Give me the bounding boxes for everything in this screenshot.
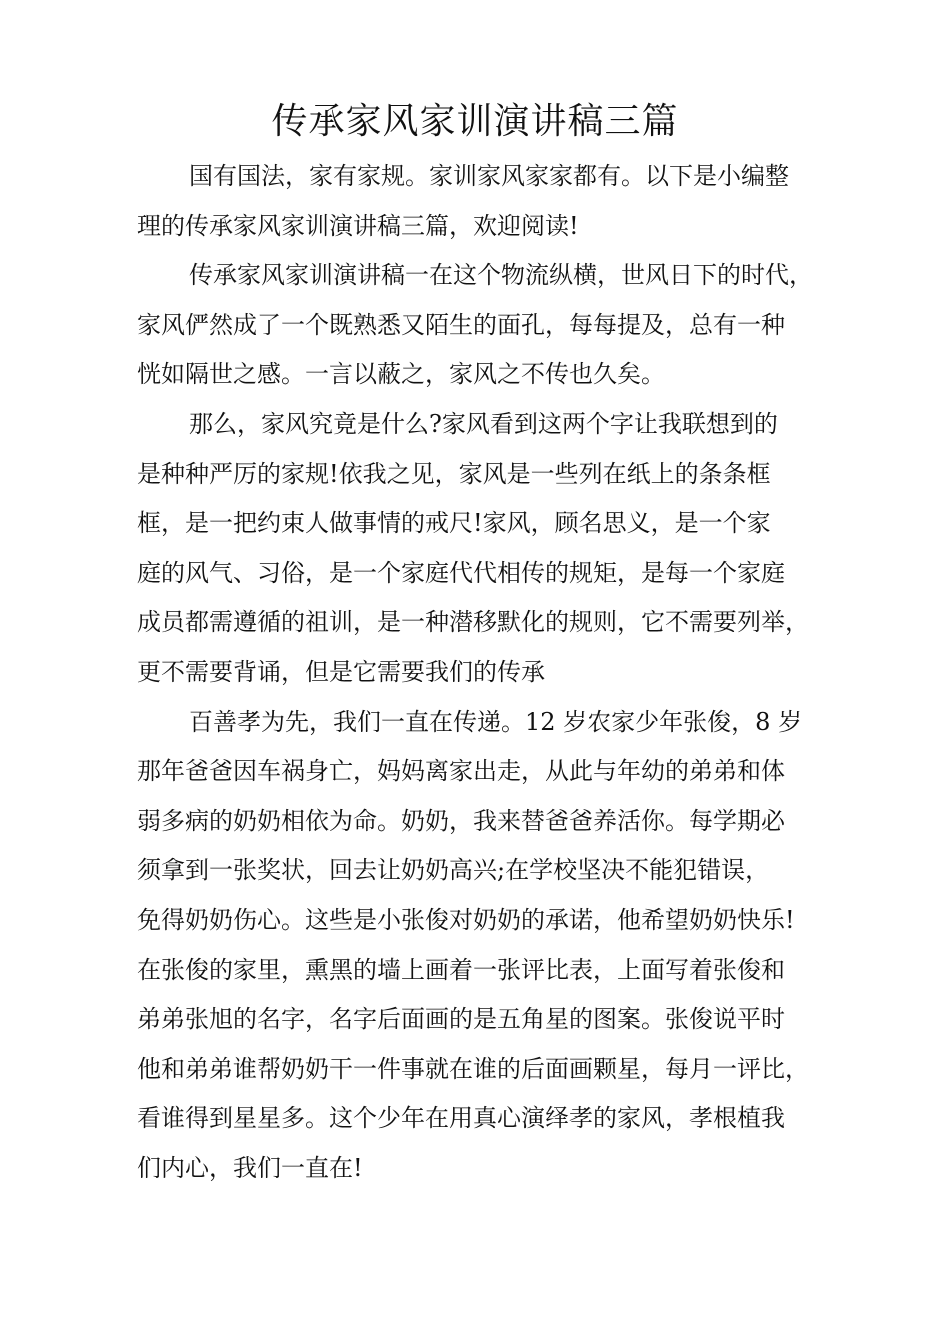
document-title: 传承家风家训演讲稿三篇	[271, 101, 679, 142]
text-line: 理的传承家风家训演讲稿三篇，欢迎阅读!	[137, 211, 579, 240]
text-line: 成员都需遵循的祖训，是一种潜移默化的规则，它不需要列举，	[137, 608, 809, 637]
text-line: 框，是一把约束人做事情的戒尺!家风，顾名思义，是一个家	[137, 509, 771, 538]
text-line: 免得奶奶伤心。这些是小张俊对奶奶的承诺，他希望奶奶快乐!	[137, 905, 795, 934]
text-line: 庭的风气、习俗，是一个家庭代代相传的规矩，是每一个家庭	[137, 558, 785, 587]
document-body	[137, 152, 837, 1193]
text-line: 弟弟张旭的名字，名字后面画的是五角星的图案。张俊说平时	[137, 1005, 785, 1034]
text-line: 恍如隔世之感。一言以蔽之，家风之不传也久矣。	[137, 360, 665, 389]
text-line: 是种种严厉的家规!依我之见，家风是一些列在纸上的条条框	[137, 459, 771, 488]
text-line: 更不需要背诵，但是它需要我们的传承	[137, 657, 545, 686]
text-line: 家风俨然成了一个既熟悉又陌生的面孔，每每提及，总有一种	[137, 310, 785, 339]
paragraph-intro	[137, 152, 837, 251]
text-line: 国有国法，家有家规。家训家风家家都有。以下是小编整	[189, 162, 789, 190]
text-line: 须拿到一张奖状，回去让奶奶高兴;在学校坚决不能犯错误，	[137, 856, 770, 885]
text-line: 在张俊的家里，熏黑的墙上画着一张评比表，上面写着张俊和	[137, 955, 785, 984]
paragraph-speech-one	[137, 251, 837, 400]
text-line: 弱多病的奶奶相依为命。奶奶，我来替爸爸养活你。每学期必	[137, 806, 785, 835]
text-line: 那么，家风究竟是什么?家风看到这两个字让我联想到的	[189, 409, 778, 438]
paragraph-what-is-family-style	[137, 400, 837, 698]
text-line: 传承家风家训演讲稿一在这个物流纵横，世风日下的时代，	[189, 261, 813, 290]
text-line: 们内心，我们一直在!	[137, 1153, 363, 1182]
text-line: 百善孝为先，我们一直在传递。12 岁农家少年张俊，8 岁	[189, 707, 803, 736]
text-line: 他和弟弟谁帮奶奶干一件事就在谁的后面画颗星，每月一评比，	[137, 1054, 809, 1083]
paragraph-filial-piety	[137, 698, 837, 1194]
text-line: 那年爸爸因车祸身亡，妈妈离家出走，从此与年幼的弟弟和体	[137, 757, 785, 786]
text-line: 看谁得到星星多。这个少年在用真心演绎孝的家风，孝根植我	[137, 1104, 785, 1133]
